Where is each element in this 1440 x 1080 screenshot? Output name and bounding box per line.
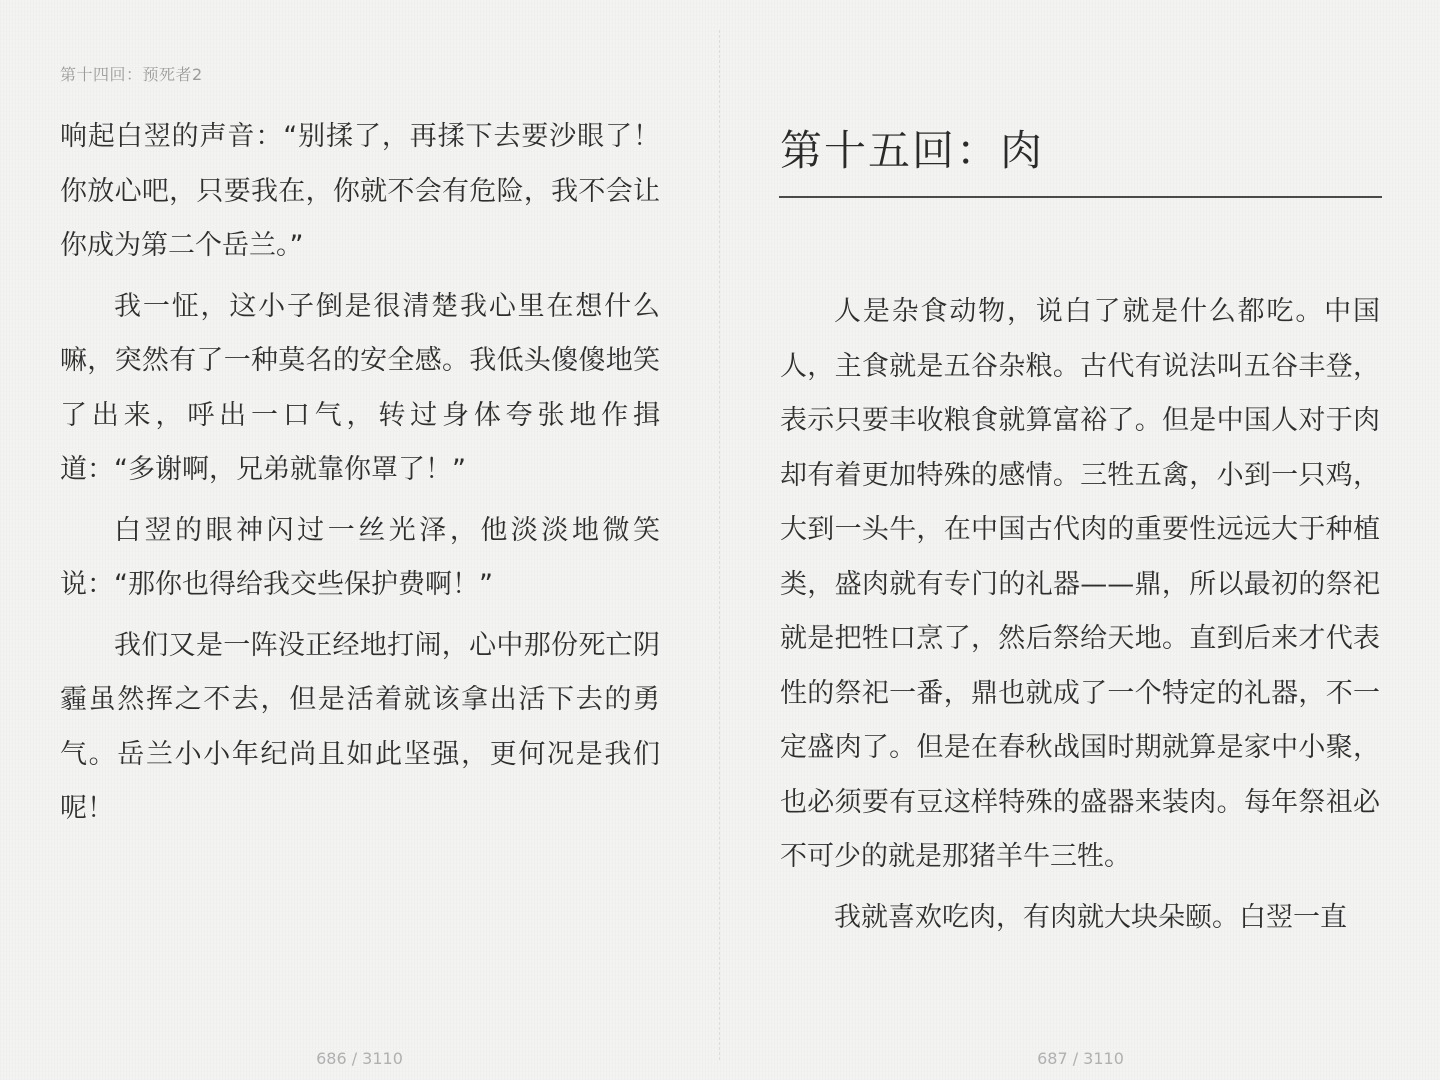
- page-gutter-divider: [719, 30, 720, 1060]
- right-page-text: [780, 285, 1380, 951]
- paragraph: 白翌的眼神闪过一丝光泽，他淡淡地微笑说：“那你也得给我交些保护费啊！”: [60, 514, 660, 600]
- paragraph: 响起白翌的声音：“别揉了，再揉下去要沙眼了！你放心吧，只要我在，你就不会有危险，我不会让你成为第二个岳兰。”: [60, 121, 660, 261]
- right-page-number: 687 / 3110: [1037, 1049, 1124, 1068]
- paragraph: 我就喜欢吃肉，有肉就大块朵颐。白翌一直: [834, 901, 1347, 933]
- title-divider: [779, 196, 1382, 198]
- chapter-title: 第十五回：肉: [780, 126, 1045, 175]
- paragraph: 我们又是一阵没正经地打闹，心中那份死亡阴霾虽然挥之不去，但是活着就该拿出活下去的勇气。岳兰小小年纪尚且如此坚强，更何况是我们呢！: [60, 629, 660, 824]
- right-page[interactable]: [721, 0, 1440, 1080]
- paragraph: 我一怔，这小子倒是很清楚我心里在想什么嘛，突然有了一种莫名的安全感。我低头傻傻地笑了出来，呼出一口气，转过身体夸张地作揖道：“多谢啊，兄弟就靠你罩了！”: [60, 290, 660, 485]
- paragraph: 人是杂食动物，说白了就是什么都吃。中国人，主食就是五谷杂粮。古代有说法叫五谷丰登，表示只要丰收粮食就算富裕了。但是中国人对于肉却有着更加特殊的感情。三牲五禽，小到一只鸡，大到一头牛，在中国古代肉的重要性远远大于种植类，盛肉就有专门的礼器——鼎，所以最初的祭祀就是把牲口烹了，然后祭给天地。直到后来才代表性的祭祀一番，鼎也就成了一个特定的礼器，不一定盛肉了。但是在春秋战国时期就算是家中小聚，也必须要有豆这样特殊的盛器来装肉。每年祭祖必不可少的就是那猪羊牛三牲。: [780, 296, 1380, 872]
- left-page-text: [60, 110, 660, 843]
- left-page[interactable]: [0, 0, 719, 1080]
- left-page-number: 686 / 3110: [316, 1049, 403, 1068]
- running-header: 第十四回：预死者2: [60, 65, 203, 84]
